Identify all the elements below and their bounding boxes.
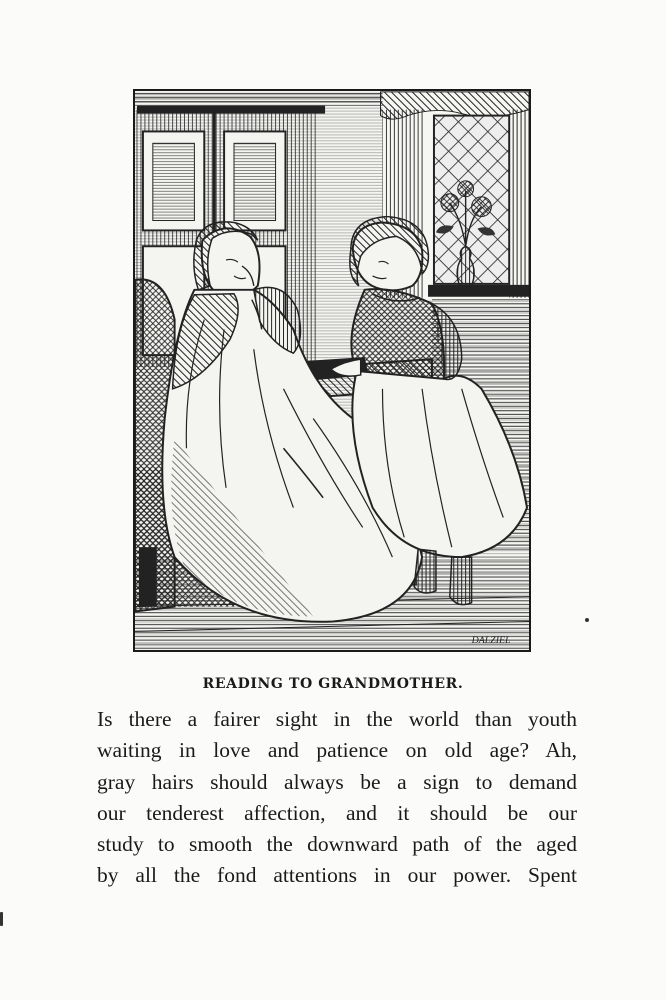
paper-speck	[0, 912, 3, 926]
body-line: gray hairs should always be a sign to demand	[97, 769, 577, 794]
body-line: our tenderest affection, and it should be our	[97, 800, 577, 825]
engraving-drawing	[135, 91, 529, 650]
engraving-illustration	[133, 89, 531, 652]
body-line: waiting in love and patience on old age? Ah,	[97, 738, 577, 763]
body-line: Is there a fairer sight in the world than youth	[97, 707, 577, 731]
engraver-signature: DALZIEL	[471, 635, 511, 647]
paper-speck	[585, 618, 589, 622]
body-line: study to smooth the downward path of the aged	[97, 832, 577, 857]
illustration-caption: READING TO GRANDMOTHER.	[202, 676, 464, 692]
body-paragraph	[97, 704, 577, 892]
body-line: by all the fond attentions in our power. Spent	[97, 863, 577, 888]
